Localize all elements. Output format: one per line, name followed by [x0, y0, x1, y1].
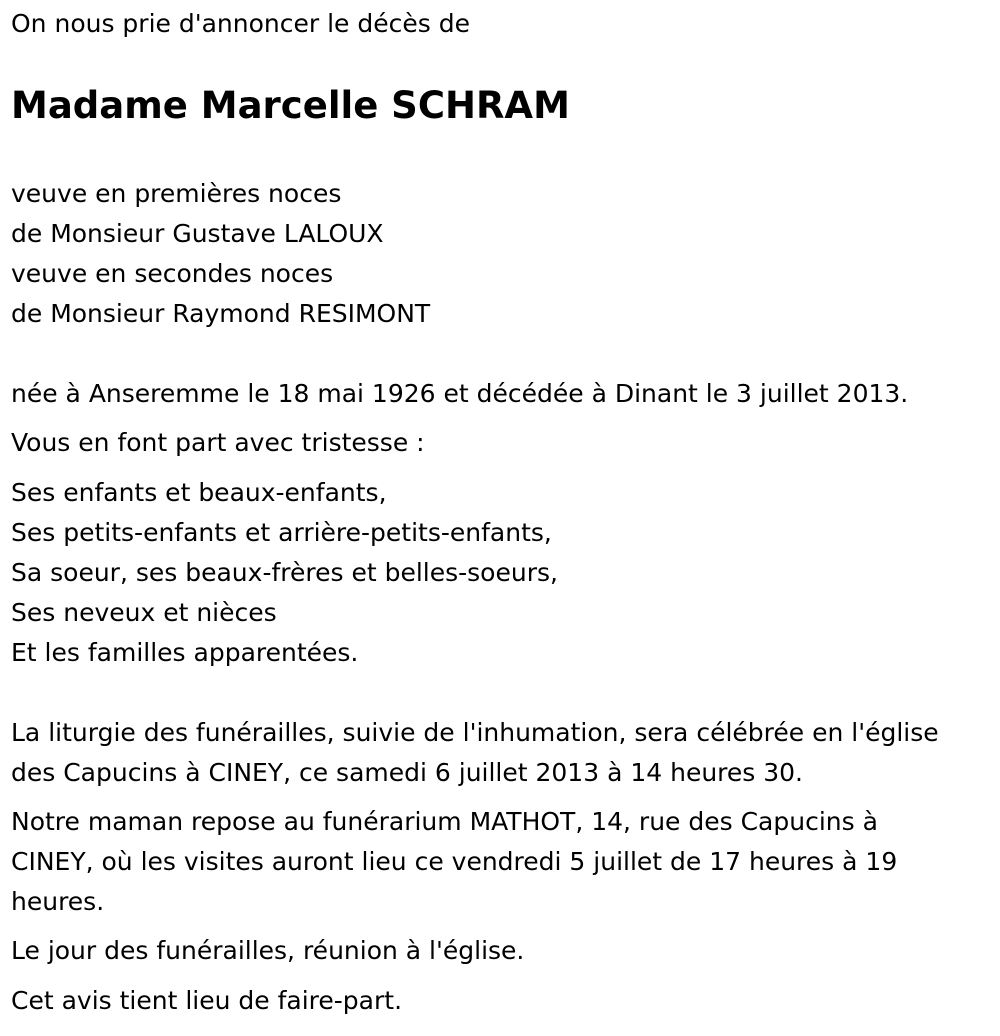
- family-list: [11, 473, 558, 673]
- marriage-line: de Monsieur Gustave LALOUX: [11, 219, 384, 248]
- funeral-day-block: [11, 931, 524, 971]
- notice-block: [11, 981, 402, 1021]
- marriage-line: de Monsieur Raymond RESIMONT: [11, 299, 431, 328]
- family-line: Ses enfants et beaux-enfants,: [11, 478, 387, 507]
- family-line: Ses petits-enfants et arrière-petits-enfants,: [11, 518, 552, 547]
- marriage-line: veuve en premières noces: [11, 179, 342, 208]
- liturgy-block: [11, 713, 939, 793]
- repose-line: heures.: [11, 887, 105, 916]
- announcement-text: Vous en font part avec tristesse :: [11, 428, 425, 457]
- repose-line: CINEY, où les visites auront lieu ce vendredi 5 juillet de 17 heures à 19: [11, 847, 898, 876]
- family-line: Ses neveux et nièces: [11, 598, 277, 627]
- liturgy-line: des Capucins à CINEY, ce samedi 6 juillet 2013 à 14 heures 30.: [11, 758, 804, 787]
- notice-text: Cet avis tient lieu de faire-part.: [11, 986, 403, 1015]
- family-line: Et les familles apparentées.: [11, 638, 359, 667]
- birth-death-block: [11, 374, 908, 414]
- birth-death-text: née à Anseremme le 18 mai 1926 et décédée à Dinant le 3 juillet 2013.: [11, 379, 909, 408]
- intro-text: On nous prie d'annoncer le décès de: [11, 9, 470, 38]
- family-line: Sa soeur, ses beaux-frères et belles-soeurs,: [11, 558, 558, 587]
- liturgy-line: La liturgie des funérailles, suivie de l'inhumation, sera célébrée en l'église: [11, 718, 939, 747]
- funeral-day-text: Le jour des funérailles, réunion à l'église.: [11, 936, 525, 965]
- repose-line: Notre maman repose au funérarium MATHOT, 14, rue des Capucins à: [11, 807, 878, 836]
- announcement-block: [11, 423, 425, 463]
- marriages-block: [11, 174, 430, 334]
- deceased-name: Madame Marcelle SCHRAM: [11, 84, 570, 127]
- repose-block: [11, 802, 897, 922]
- marriage-line: veuve en secondes noces: [11, 259, 334, 288]
